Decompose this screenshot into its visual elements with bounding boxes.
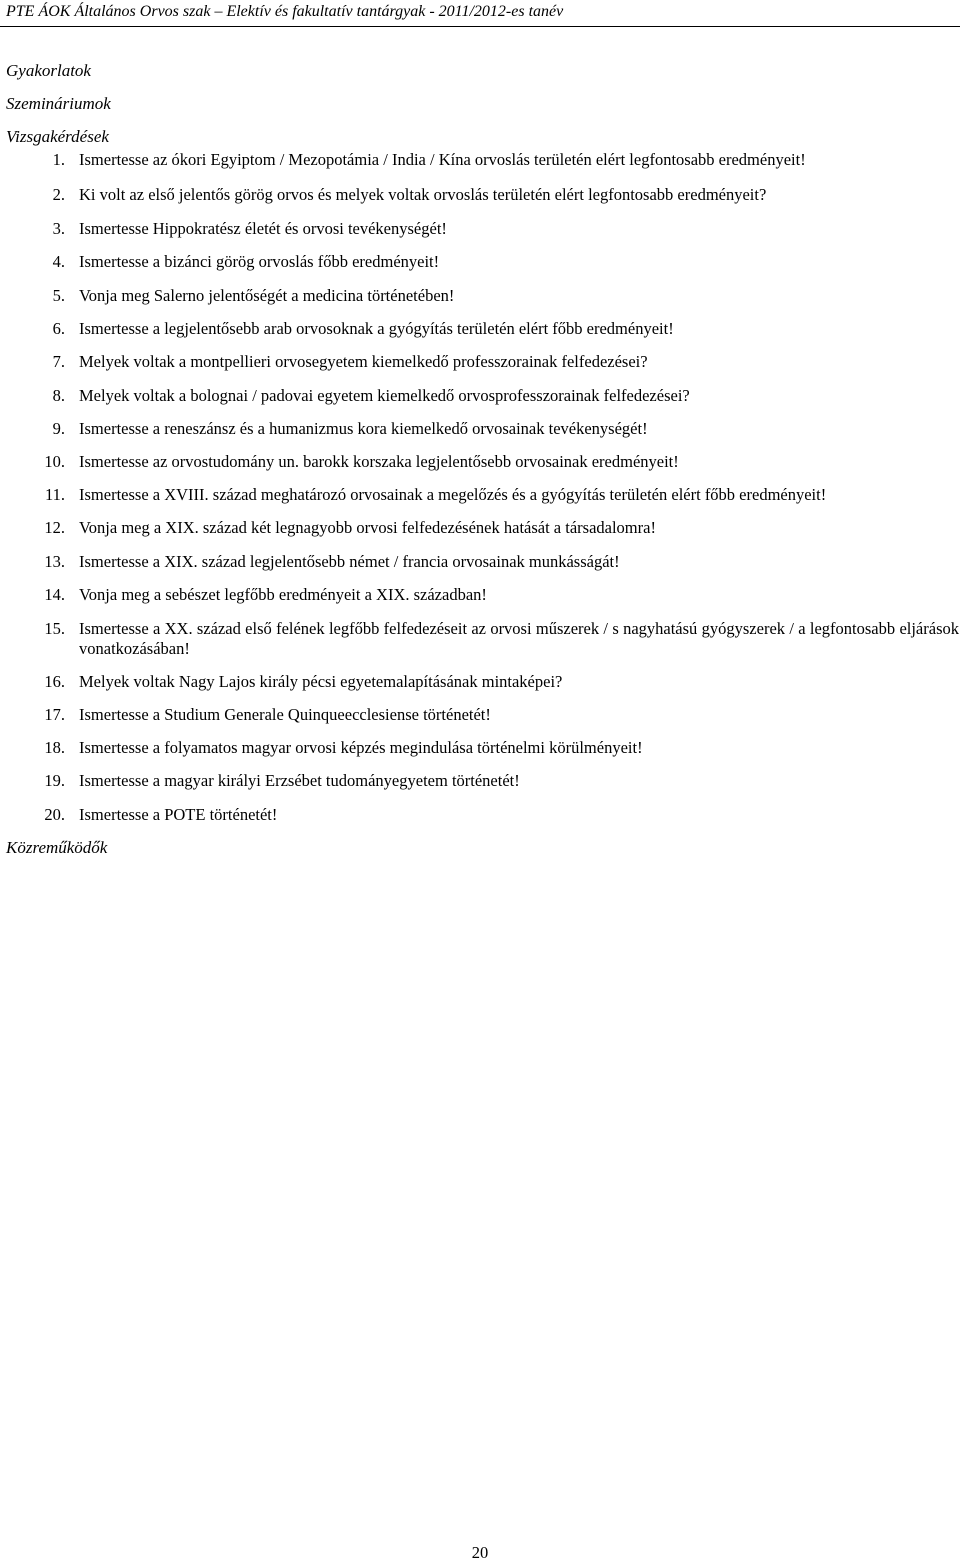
question-text: Ismertesse a legjelentősebb arab orvosoknak a gyógyítás területén elért főbb eredményeit! — [79, 319, 674, 338]
question-text: Ismertesse a XIX. század legjelentősebb német / francia orvosainak munkásságát! — [79, 552, 620, 571]
section-heading-seminars: Szemináriumok — [6, 94, 111, 113]
section-heading-practicals: Gyakorlatok — [6, 61, 91, 80]
question-number: 1. — [52, 150, 65, 169]
section-heading-exam-questions: Vizsgakérdések — [6, 127, 109, 146]
question-number: 13. — [44, 552, 65, 571]
question-text: Ismertesse a magyar királyi Erzsébet tudományegyetem történetét! — [79, 771, 520, 790]
question-number: 14. — [44, 585, 65, 604]
question-number: 8. — [52, 386, 65, 405]
question-text: Ismertesse a folyamatos magyar orvosi képzés megindulása történelmi körülményeit! — [79, 738, 643, 757]
question-number: 18. — [44, 738, 65, 757]
question-text: Melyek voltak a montpellieri orvosegyetem kiemelkedő professzorainak felfedezései? — [79, 352, 648, 371]
question-number: 12. — [44, 518, 65, 537]
question-text: Ismertesse a bizánci görög orvoslás főbb eredményeit! — [79, 252, 440, 271]
section-heading-contributors: Közreműködők — [6, 838, 108, 857]
question-number: 17. — [44, 705, 65, 724]
question-text: Ismertesse az orvostudomány un. barokk korszaka legjelentősebb orvosainak eredményeit! — [79, 452, 679, 471]
question-number: 3. — [52, 219, 65, 238]
question-number: 11. — [44, 485, 65, 504]
question-text: Ismertesse a XVIII. század meghatározó orvosainak a megelőzés és a gyógyítás területén elért főbb eredményeit! — [79, 485, 827, 504]
running-header: PTE ÁOK Általános Orvos szak – Elektív és fakultatív tantárgyak - 2011/2012-es tanév — [6, 3, 564, 20]
question-text: Melyek voltak Nagy Lajos király pécsi egyetemalapításának mintaképei? — [79, 672, 563, 691]
question-number: 10. — [44, 452, 65, 471]
question-number: 6. — [52, 319, 65, 338]
question-number: 19. — [44, 771, 65, 790]
question-text: Ismertesse a XX. század első felének legfőbb felfedezéseit az orvosi műszerek / s nagyhatású gyógyszerek / a legfontosabb eljárások vonatkozásában! — [79, 619, 959, 658]
page-number: 20 — [471, 1543, 489, 1562]
question-number: 15. — [44, 619, 65, 638]
question-number: 9. — [52, 419, 65, 438]
question-text: Vonja meg a sebészet legfőbb eredményeit a XIX. században! — [79, 585, 487, 604]
question-number: 5. — [52, 286, 65, 305]
question-text: Ismertesse az ókori Egyiptom / Mezopotámia / India / Kína orvoslás területén elért legfontosabb eredményeit! — [79, 150, 806, 169]
question-text: Vonja meg Salerno jelentőségét a medicina történetében! — [79, 286, 455, 305]
question-number: 16. — [44, 672, 65, 691]
question-text: Ki volt az első jelentős görög orvos és melyek voltak orvoslás területén elért legfontosabb eredményeit? — [79, 185, 767, 204]
question-text: Ismertesse a reneszánsz és a humanizmus kora kiemelkedő orvosainak tevékenységét! — [79, 419, 648, 438]
question-text: Ismertesse a Studium Generale Quinqueecclesiense történetét! — [79, 705, 491, 724]
question-text: Ismertesse a POTE történetét! — [79, 805, 278, 824]
question-number: 2. — [52, 185, 65, 204]
question-number: 4. — [52, 252, 65, 271]
question-text: Vonja meg a XIX. század két legnagyobb orvosi felfedezésének hatását a társadalomra! — [79, 518, 656, 537]
question-number: 20. — [44, 805, 65, 824]
question-number: 7. — [52, 352, 65, 371]
question-text: Melyek voltak a bolognai / padovai egyetem kiemelkedő orvosprofesszorainak felfedezései? — [79, 386, 690, 405]
question-text: Ismertesse Hippokratész életét és orvosi tevékenységét! — [79, 219, 447, 238]
header-rule — [0, 26, 960, 27]
